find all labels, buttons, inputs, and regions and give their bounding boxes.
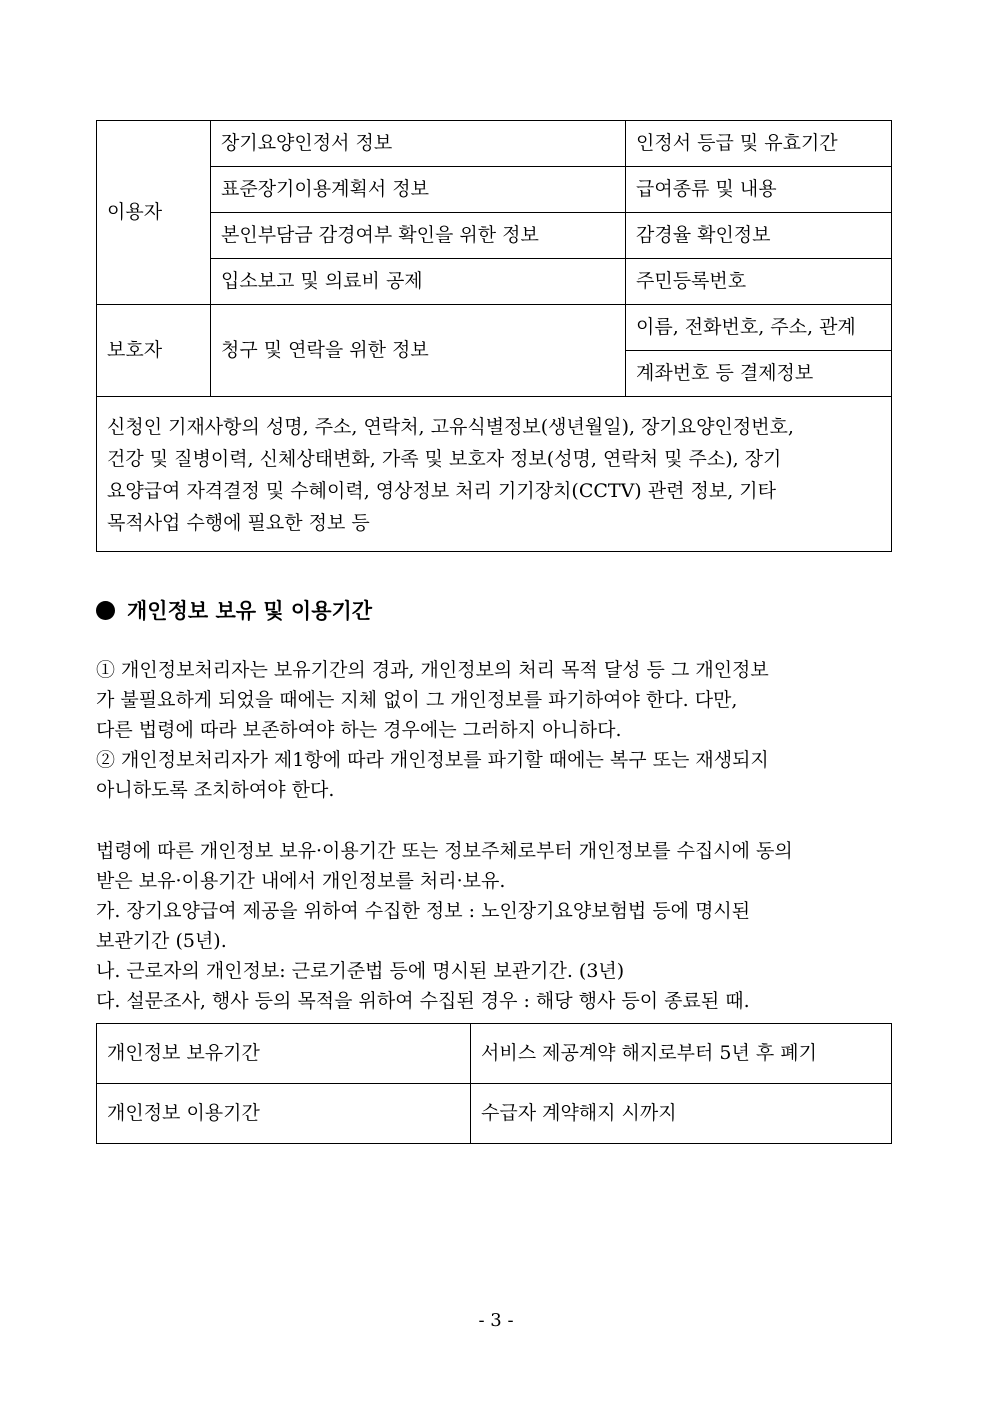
table-row — [97, 259, 892, 305]
retention-periods-paragraph — [96, 836, 892, 1016]
table-row — [97, 397, 892, 552]
note-line: 신청인 기재사항의 성명, 주소, 연락처, 고유식별정보(생년월일), 장기요양인정번호, — [107, 416, 794, 438]
detail-cell: 감경율 확인정보 — [626, 213, 892, 259]
retention-rules-paragraph — [96, 655, 892, 805]
detail-cell: 급여종류 및 내용 — [626, 167, 892, 213]
period-value-cell: 수급자 계약해지 시까지 — [471, 1084, 892, 1144]
table-row — [97, 305, 892, 351]
period-label-cell: 개인정보 보유기간 — [97, 1024, 471, 1084]
paragraph-line: 나. 근로자의 개인정보: 근로기준법 등에 명시된 보관기간. (3년) — [96, 960, 625, 982]
guardian-category-cell: 보호자 — [97, 305, 211, 397]
paragraph-line: ② 개인정보처리자가 제1항에 따라 개인정보를 파기할 때에는 복구 또는 재생되지 — [96, 749, 769, 771]
detail-cell: 인정서 등급 및 유효기간 — [626, 121, 892, 167]
paragraph-line: 받은 보유·이용기간 내에서 개인정보를 처리·보유. — [96, 870, 506, 892]
paragraph-line: 법령에 따른 개인정보 보유·이용기간 또는 정보주체로부터 개인정보를 수집시에 동의 — [96, 840, 793, 862]
detail-cell: 계좌번호 등 결제정보 — [626, 351, 892, 397]
page-number: - 3 - — [478, 1310, 514, 1331]
table-row — [97, 1084, 892, 1144]
item-cell: 본인부담금 감경여부 확인을 위한 정보 — [211, 213, 626, 259]
paragraph-line: 가. 장기요양급여 제공을 위하여 수집한 정보 : 노인장기요양보험법 등에 명시된 — [96, 900, 751, 922]
paragraph-line: 다른 법령에 따라 보존하여야 하는 경우에는 그러하지 아니하다. — [96, 719, 622, 741]
item-cell: 입소보고 및 의료비 공제 — [211, 259, 626, 305]
period-label-cell: 개인정보 이용기간 — [97, 1084, 471, 1144]
note-line: 목적사업 수행에 필요한 정보 등 — [107, 512, 370, 534]
table-row — [97, 121, 892, 167]
section-title: 개인정보 보유 및 이용기간 — [127, 598, 373, 623]
detail-cell: 이름, 전화번호, 주소, 관계 — [626, 305, 892, 351]
table-row — [97, 1024, 892, 1084]
retention-period-table — [96, 1023, 892, 1144]
paragraph-line: 다. 설문조사, 행사 등의 목적을 위하여 수집된 경우 : 해당 행사 등이 종료된 때. — [96, 990, 750, 1012]
section-heading — [96, 592, 372, 628]
table-row — [97, 167, 892, 213]
note-line: 요양급여 자격결정 및 수혜이력, 영상정보 처리 기기장치(CCTV) 관련 정보, 기타 — [107, 480, 776, 502]
paragraph-line: 보관기간 (5년). — [96, 930, 227, 952]
guardian-item-cell: 청구 및 연락을 위한 정보 — [211, 305, 626, 397]
item-cell: 장기요양인정서 정보 — [211, 121, 626, 167]
paragraph-line: 아니하도록 조치하여야 한다. — [96, 779, 335, 801]
note-line: 건강 및 질병이력, 신체상태변화, 가족 및 보호자 정보(성명, 연락처 및 주소), 장기 — [107, 448, 782, 470]
bullet-icon — [96, 601, 115, 620]
collected-items-note — [97, 397, 892, 552]
table-row — [97, 213, 892, 259]
item-cell: 표준장기이용계획서 정보 — [211, 167, 626, 213]
detail-cell: 주민등록번호 — [626, 259, 892, 305]
paragraph-line: ① 개인정보처리자는 보유기간의 경과, 개인정보의 처리 목적 달성 등 그 개인정보 — [96, 659, 769, 681]
paragraph-line: 가 불필요하게 되었을 때에는 지체 없이 그 개인정보를 파기하여야 한다. 다만, — [96, 689, 738, 711]
period-value-cell: 서비스 제공계약 해지로부터 5년 후 폐기 — [471, 1024, 892, 1084]
user-category-cell: 이용자 — [97, 121, 211, 305]
personal-info-items-table — [96, 120, 892, 552]
